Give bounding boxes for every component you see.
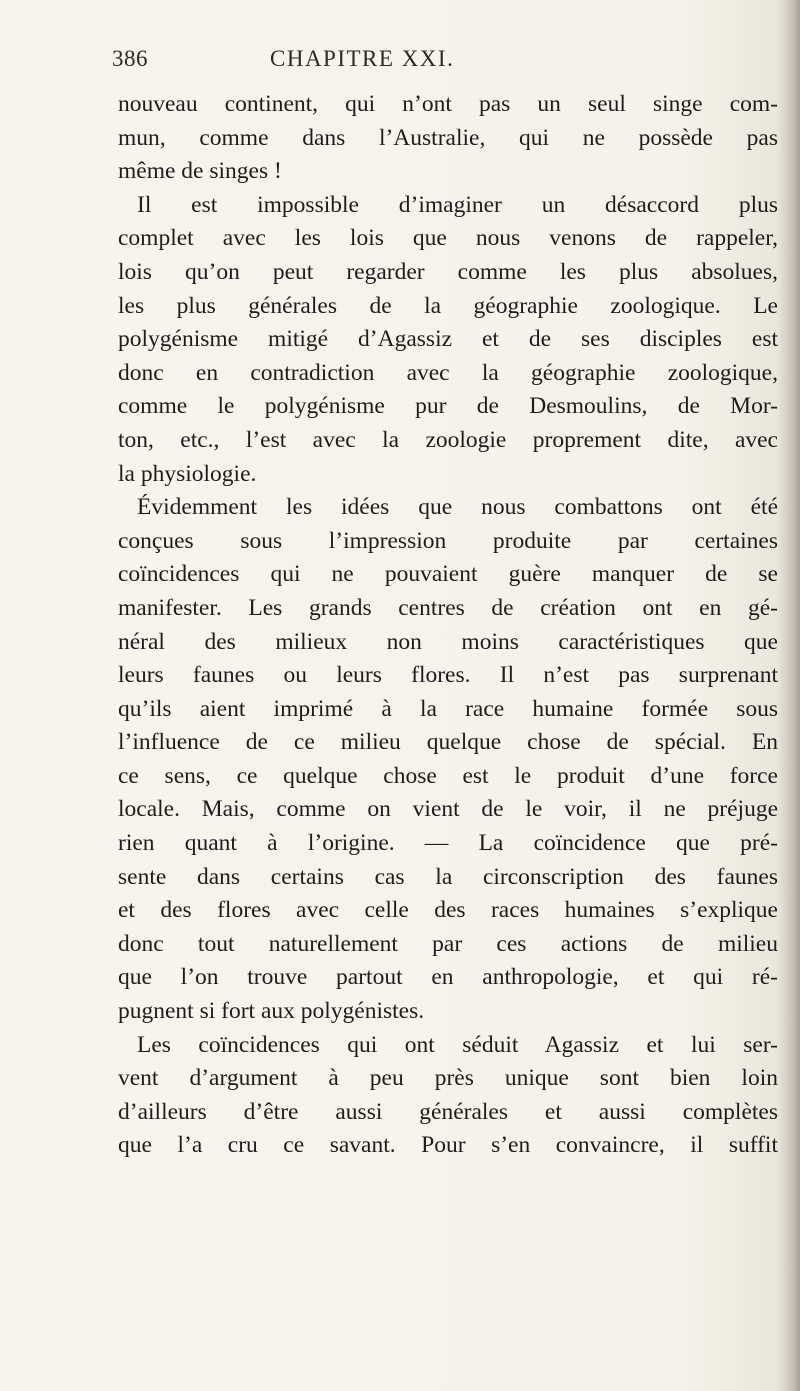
text-line: donc en contradiction avec la géographie zoologique,	[118, 359, 778, 386]
text-line: lois qu’on peut regarder comme les plus absolues,	[118, 258, 778, 285]
text-line: polygénisme mitigé d’Agassiz et de ses disciples est	[118, 326, 778, 353]
text-line: Évidemment les idées que nous combattons ont été	[137, 494, 778, 521]
text-line: manifester. Les grands centres de création ont en gé-	[118, 594, 778, 621]
text-line: Il est impossible d’imaginer un désaccord plus	[137, 191, 778, 218]
text-line: conçues sous l’impression produite par certaines	[118, 527, 778, 554]
text-line: ce sens, ce quelque chose est le produit d’une force	[118, 762, 778, 789]
text-line: coïncidences qui ne pouvaient guère manquer de se	[118, 561, 778, 588]
page-number: 386	[112, 46, 148, 71]
page-edge-shadow	[778, 0, 800, 1391]
text-line: complet avec les lois que nous venons de rappeler,	[118, 225, 778, 252]
text-line: rien quant à l’origine. — La coïncidence que pré-	[118, 830, 778, 857]
text-line: donc tout naturellement par ces actions de milieu	[118, 930, 778, 957]
running-title: CHAPITRE XXI.	[270, 46, 455, 71]
text-line: que l’a cru ce savant. Pour s’en convaincre, il suffit	[118, 1132, 778, 1159]
text-line: et des flores avec celle des races humaines s’explique	[118, 897, 778, 924]
text-line: même de singes !	[118, 158, 282, 185]
body-text	[118, 88, 778, 1163]
text-line: néral des milieux non moins caractéristiques que	[118, 628, 778, 655]
page-header	[112, 46, 772, 86]
text-line: nouveau continent, qui n’ont pas un seul singe com-	[118, 91, 778, 117]
text-line: locale. Mais, comme on vient de le voir, il ne préjuge	[118, 796, 778, 823]
text-line: comme le polygénisme pur de Desmoulins, de Mor-	[118, 393, 778, 420]
text-line: qu’ils aient imprimé à la race humaine formée sous	[118, 695, 778, 722]
text-line: ton, etc., l’est avec la zoologie proprement dite, avec	[118, 426, 778, 453]
text-line: Les coïncidences qui ont séduit Agassiz et lui ser-	[137, 1031, 778, 1058]
text-line: mun, comme dans l’Australie, qui ne possède pas	[118, 124, 778, 151]
text-line: que l’on trouve partout en anthropologie, et qui ré-	[118, 964, 778, 991]
text-line: leurs faunes ou leurs flores. Il n’est pas surprenant	[118, 662, 778, 689]
text-line: la physiologie.	[118, 460, 257, 487]
text-line: sente dans certains cas la circonscription des faunes	[118, 863, 778, 890]
text-line: les plus générales de la géographie zoologique. Le	[118, 292, 778, 319]
text-line: l’influence de ce milieu quelque chose de spécial. En	[118, 729, 778, 756]
text-line: vent d’argument à peu près unique sont bien loin	[118, 1065, 778, 1092]
text-line: d’ailleurs d’être aussi générales et aussi complètes	[118, 1098, 778, 1125]
text-line: pugnent si fort aux polygénistes.	[118, 998, 425, 1025]
